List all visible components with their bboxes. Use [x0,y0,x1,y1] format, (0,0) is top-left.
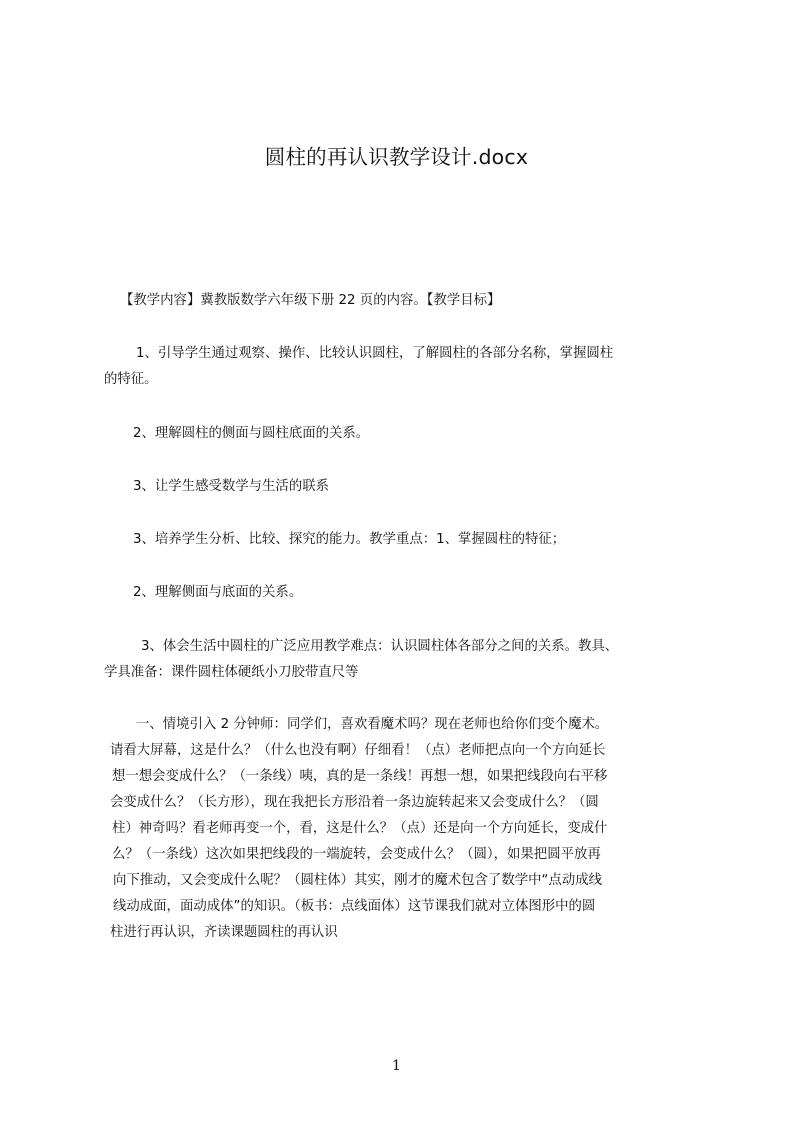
text-line: 3、培养学生分析、比较、探究的能力。教学重点：1、掌握圆柱的特征； [133,532,566,547]
text-line: 1、引导学生通过观察、操作、比较认识圆柱，了解圆柱的各部分名称，掌握圆柱 [136,346,614,361]
text-line: 会变成什么？（长方形），现在我把长方形沿着一条边旋转起来又会变成什么？（圆 [110,795,599,810]
text-line: 柱）神奇吗？看老师再变一个，看，这是什么？（点）还是向一个方向延长，变成什 [112,821,608,836]
text-line: 想一想会变成什么？（一条线）咦，真的是一条线！再想一想，如果把线段向右平移 [112,769,608,784]
paragraph-introduction [110,712,720,946]
paragraph-teaching-content [104,288,714,314]
text-line: 学具准备：课件圆柱体硬纸小刀胶带直尺等 [104,665,359,680]
page-number: 1 [392,1058,401,1074]
text-line: 请看大屏幕，这是什么？（什么也没有啊）仔细看！（点）老师把点向一个方向延长 [110,743,606,758]
document-title: 圆柱的再认识教学设计.docx [264,145,529,169]
paragraph-goal-4 [104,527,714,553]
paragraph-difficulty [104,634,714,686]
text-line: 【教学内容】冀教版数学六年级下册 22 页的内容。【教学目标】 [120,293,501,308]
paragraph-key-point-2 [104,580,714,606]
paragraph-goal-3 [104,474,714,500]
text-line: 3、体会生活中圆柱的广泛应用教学难点：认识圆柱体各部分之间的关系。教具、 [141,639,619,654]
text-line: 一、情境引入 2 分钟师：同学们，喜欢看魔术吗？现在老师也给你们变个魔术。 [136,717,609,732]
text-line: 2、理解圆柱的侧面与圆柱底面的关系。 [133,426,370,441]
text-line: 么？（一条线）这次如果把线段的一端旋转，会变成什么？（圆），如果把圆平放再 [112,847,601,862]
paragraph-goal-2 [104,421,714,447]
text-line: 柱进行再认识，齐读课题圆柱的再认识 [110,925,338,940]
text-line: 2、理解侧面与底面的关系。 [133,585,303,600]
text-line: 的特征。 [104,372,158,387]
text-line: 线动成面，面动成体”的知识。（板书：点线面体）这节课我们就对立体图形中的圆 [113,899,596,914]
text-line: 向下推动，又会变成什么呢？（圆柱体）其实，刚才的魔术包含了数学中“点动成线 [113,873,602,888]
text-line: 3、让学生感受数学与生活的联系 [133,479,329,494]
paragraph-goal-1 [104,341,714,393]
